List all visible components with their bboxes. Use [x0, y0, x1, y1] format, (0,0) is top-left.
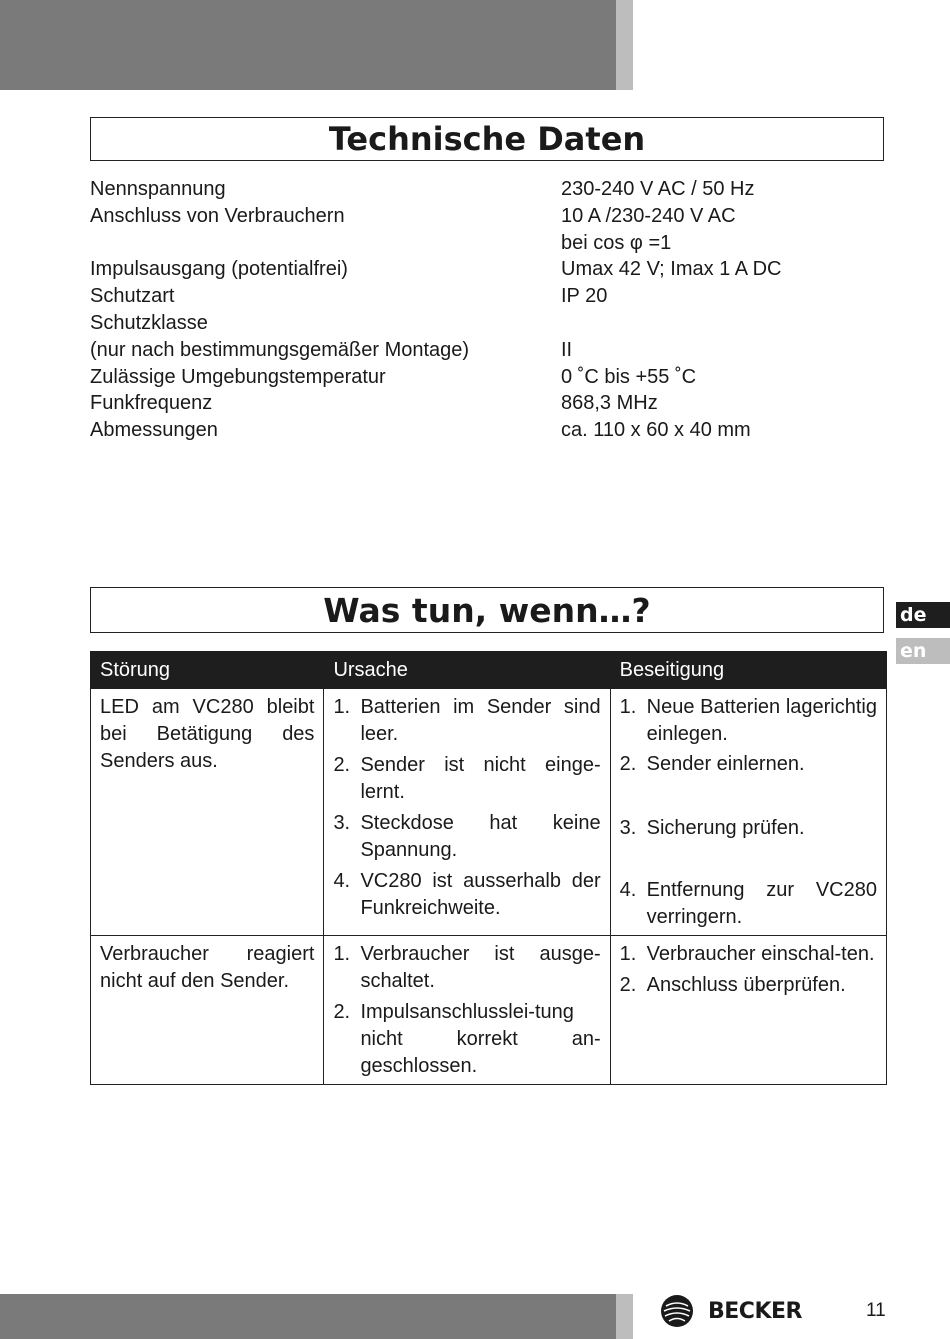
cause-cell [324, 689, 610, 936]
spec-value: 868,3 MHz [561, 392, 658, 415]
spec-label: Abmessungen [90, 419, 218, 442]
item-number: 2. [619, 753, 637, 775]
list-item [333, 941, 600, 995]
spec-value: bei cos φ =1 [561, 231, 672, 254]
spec-row [90, 283, 890, 310]
item-number: 2. [333, 1001, 351, 1023]
bottom-decor-band-edge [616, 1294, 633, 1339]
spec-label: Zulässige Umgebungstemperatur [90, 365, 386, 388]
brand-name: BECKER [708, 1298, 802, 1324]
item-number: 1. [333, 943, 351, 965]
item-text: Impulsanschlusslei-tung nicht korrekt an-geschlossen. [360, 1001, 601, 1077]
technical-data-title: Technische Daten [90, 117, 884, 161]
language-tab-en[interactable]: en [896, 638, 950, 664]
spec-value: 10 A /230-240 V AC [561, 204, 736, 227]
item-number: 3. [333, 812, 351, 834]
header-cause: Ursache [324, 652, 610, 689]
page-number: 11 [866, 1300, 886, 1321]
item-number: 4. [619, 879, 637, 901]
list-item [333, 694, 600, 748]
item-number: 1. [619, 696, 637, 718]
item-number: 2. [619, 974, 637, 996]
table-row [91, 689, 887, 936]
spec-value: II [561, 338, 573, 361]
remedy-cell [610, 689, 886, 936]
list-item [333, 810, 600, 864]
item-text: Entfernung zur VC280 verringern. [646, 879, 877, 928]
list-item [620, 972, 877, 999]
spec-label: Schutzart [90, 285, 175, 308]
spec-row [90, 203, 890, 230]
spec-label: Impulsausgang (potentialfrei) [90, 258, 348, 281]
item-text: Batterien im Sender sind leer. [360, 696, 601, 745]
item-number: 3. [619, 817, 637, 839]
language-tab-de[interactable]: de [896, 602, 950, 628]
spec-row [90, 176, 890, 203]
spec-label: Anschluss von Verbrauchern [90, 204, 345, 227]
spec-row [90, 310, 890, 337]
spec-value: IP 20 [561, 285, 608, 308]
list-item [333, 752, 600, 806]
spec-value: ca. 110 x 60 x 40 mm [561, 419, 751, 442]
item-text: Sender einlernen. [646, 753, 805, 775]
list-item [620, 751, 877, 778]
problem-cell: Verbraucher reagiert nicht auf den Sender. [91, 936, 324, 1085]
troubleshooting-title: Was tun, wenn…? [90, 587, 884, 633]
list-item [620, 941, 877, 968]
table-row [91, 936, 887, 1085]
spec-row [90, 230, 890, 257]
spec-value: 230-240 V AC / 50 Hz [561, 178, 755, 200]
item-text: VC280 ist ausserhalb der Funkreichweite. [360, 870, 601, 919]
top-decor-band-edge [616, 0, 633, 90]
remedy-cell [610, 936, 886, 1085]
problem-cell: LED am VC280 bleibt bei Betätigung des Senders aus. [91, 689, 324, 936]
header-problem: Störung [91, 652, 324, 689]
troubleshooting-table [90, 651, 887, 1085]
spec-row [90, 256, 890, 283]
spec-row [90, 364, 890, 391]
item-number: 4. [333, 870, 351, 892]
spec-label [90, 230, 561, 257]
becker-logo [660, 1294, 802, 1328]
spec-label: Nennspannung [90, 178, 226, 200]
item-text: Verbraucher ist ausge-schaltet. [360, 943, 601, 992]
header-remedy: Beseitigung [610, 652, 886, 689]
technical-data-list [90, 176, 890, 444]
list-item [333, 999, 600, 1080]
bottom-decor-band [0, 1294, 616, 1339]
spec-value: 0 ˚C bis +55 ˚C [561, 365, 697, 388]
table-header-row [91, 652, 887, 689]
spec-label: Schutzklasse [90, 311, 208, 334]
spec-row [90, 390, 890, 417]
spec-row [90, 417, 890, 444]
item-text: Sender ist nicht einge-lernt. [360, 754, 601, 803]
becker-emblem-icon [660, 1294, 694, 1328]
item-text: Verbraucher einschal-ten. [646, 943, 875, 965]
list-item [620, 694, 877, 748]
list-item [333, 868, 600, 922]
item-number: 1. [619, 943, 637, 965]
list-item [620, 815, 877, 842]
item-text: Anschluss überprüfen. [646, 974, 846, 996]
item-text: Neue Batterien lagerichtig einlegen. [646, 696, 877, 745]
item-text: Steckdose hat keine Spannung. [360, 812, 601, 861]
list-item [620, 877, 877, 931]
top-decor-band [0, 0, 616, 90]
spec-row [90, 337, 890, 364]
item-text: Sicherung prüfen. [646, 817, 805, 839]
item-number: 2. [333, 754, 351, 776]
item-number: 1. [333, 696, 351, 718]
spec-label: (nur nach bestimmungsgemäßer Montage) [90, 338, 470, 361]
spec-label: Funkfrequenz [90, 392, 213, 415]
cause-cell [324, 936, 610, 1085]
spec-value: Umax 42 V; Imax 1 A DC [561, 258, 782, 281]
